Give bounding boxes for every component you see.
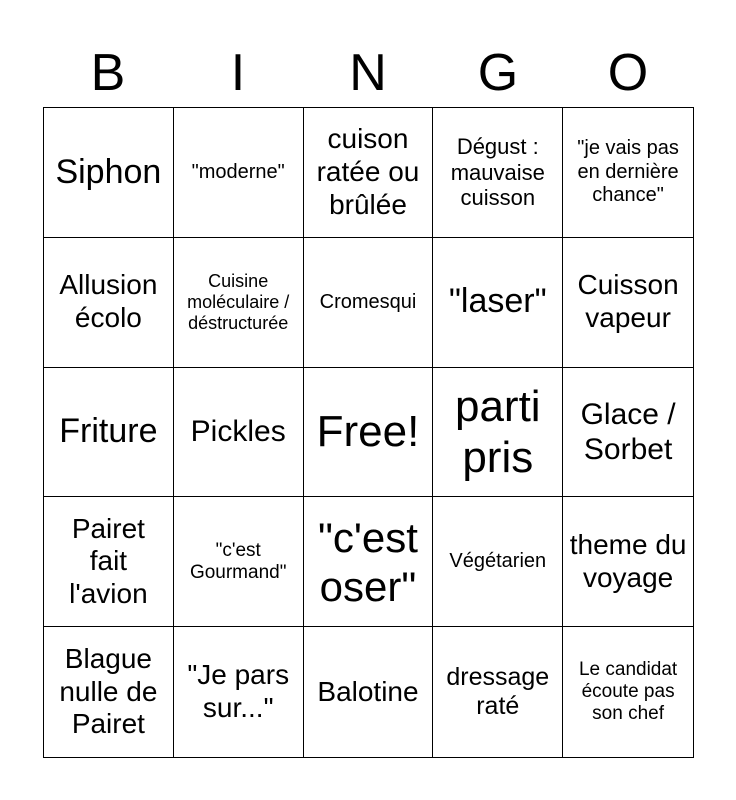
cell-text: Cuisson vapeur	[577, 269, 679, 334]
bingo-cell-r5c2[interactable]	[174, 627, 304, 757]
header-letter-g: G	[477, 44, 519, 102]
cell-text: Cromesqui	[319, 290, 417, 313]
cell-text: cuison ratée ou brûlée	[316, 123, 420, 220]
cell-text: "je vais pas en dernière chance"	[577, 137, 679, 207]
cell-text: Siphon	[55, 152, 162, 191]
cell-text: Végétarien	[449, 550, 547, 573]
bingo-cell-free[interactable]	[304, 368, 434, 498]
header-letter-n: N	[349, 44, 387, 102]
cell-text: "c'est oser"	[318, 513, 418, 610]
bingo-cell-r2c3[interactable]	[304, 238, 434, 368]
cell-text: Le candidat écoute pas son chef	[578, 658, 678, 725]
cell-text: "c'est Gourmand"	[189, 539, 287, 583]
cell-text: Allusion écolo	[59, 269, 158, 334]
cell-text: Blague nulle de Pairet	[59, 642, 158, 740]
cell-text: parti pris	[454, 381, 541, 482]
bingo-cell-r5c4[interactable]	[433, 627, 563, 757]
cell-text: "laser"	[448, 282, 547, 321]
cell-text: Glace / Sorbet	[580, 397, 676, 466]
cell-text: dressage raté	[446, 662, 550, 721]
header-letter-b: B	[90, 44, 126, 102]
bingo-cell-r1c4[interactable]	[433, 108, 563, 238]
bingo-cell-r3c2[interactable]	[174, 368, 304, 498]
bingo-cell-r1c2[interactable]	[174, 108, 304, 238]
cell-text: "moderne"	[191, 160, 285, 183]
cell-text: "Je pars sur..."	[187, 659, 290, 724]
bingo-cell-r2c2[interactable]	[174, 238, 304, 368]
bingo-cell-r1c1[interactable]	[44, 108, 174, 238]
bingo-cell-r5c3[interactable]	[304, 627, 434, 757]
bingo-cell-r3c5[interactable]	[563, 368, 693, 498]
cell-text: Cuisine moléculaire / déstructurée	[187, 270, 290, 333]
bingo-cell-r4c4[interactable]	[433, 497, 563, 627]
bingo-cell-r3c4[interactable]	[433, 368, 563, 498]
bingo-cell-r4c2[interactable]	[174, 497, 304, 627]
bingo-cell-r3c1[interactable]	[44, 368, 174, 498]
cell-text: Dégust : mauvaise cuisson	[450, 133, 545, 211]
cell-text: Pairet fait l'avion	[69, 512, 148, 610]
bingo-cell-r2c4[interactable]	[433, 238, 563, 368]
cell-text: Pickles	[190, 415, 286, 449]
header-letter-i: I	[230, 44, 246, 102]
cell-text: Friture	[59, 412, 158, 451]
cell-text: Free!	[316, 407, 420, 457]
bingo-cell-r5c1[interactable]	[44, 627, 174, 757]
header-letter-o: O	[607, 44, 649, 102]
cell-text: Balotine	[317, 675, 419, 707]
bingo-cell-r4c5[interactable]	[563, 497, 693, 627]
bingo-cell-r1c5[interactable]	[563, 108, 693, 238]
bingo-cell-r5c5[interactable]	[563, 627, 693, 757]
bingo-cell-r2c5[interactable]	[563, 238, 693, 368]
bingo-cell-r4c1[interactable]	[44, 497, 174, 627]
bingo-header	[43, 38, 693, 108]
cell-text: theme du voyage	[569, 529, 687, 593]
bingo-cell-r4c3[interactable]	[304, 497, 434, 627]
bingo-board	[43, 107, 694, 758]
bingo-cell-r1c3[interactable]	[304, 108, 434, 238]
bingo-cell-r2c1[interactable]	[44, 238, 174, 368]
